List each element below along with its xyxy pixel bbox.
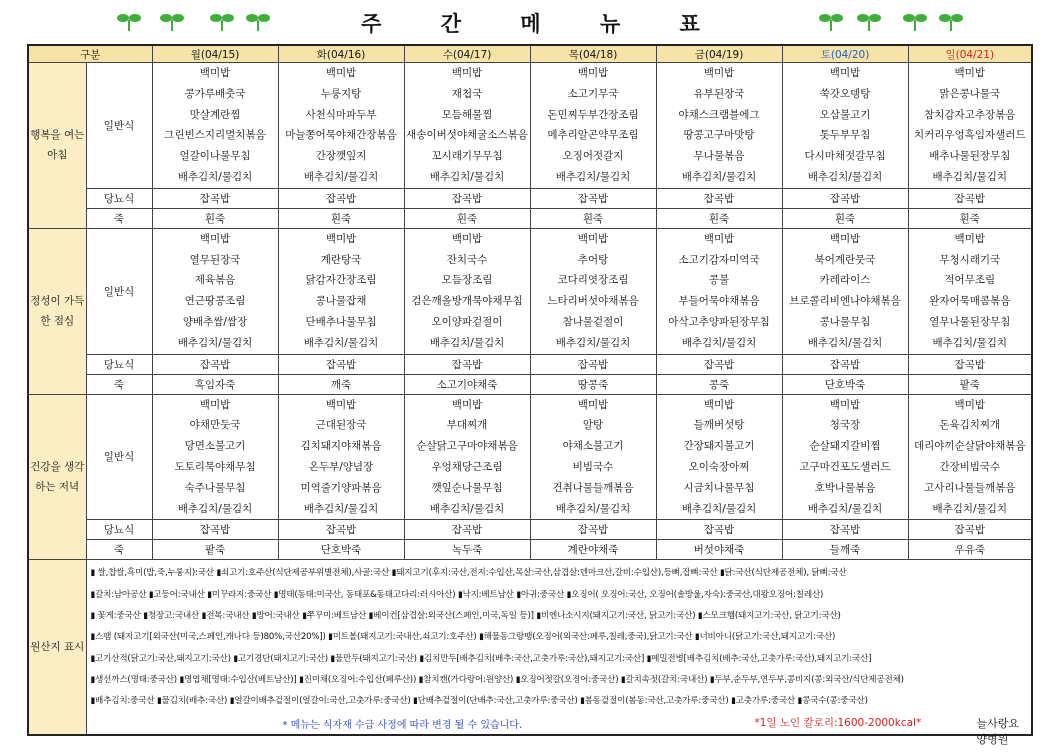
menu-item: 맑은콩나물국 — [939, 87, 1001, 100]
menu-item: 배추김치/물김치 — [555, 502, 631, 515]
menu-item: 백미밥 — [829, 232, 861, 245]
menu-item: 청국장 — [829, 419, 861, 432]
menu-item: 배추김치/물김치 — [807, 336, 883, 349]
menu-item: 부들어묵야채볶음 — [678, 295, 760, 308]
porridge-diet-cell: 팥죽 — [908, 374, 1032, 394]
menu-item: 배추김치/물김치 — [303, 336, 379, 349]
diabetic-diet-cell: 잡곡밥 — [278, 354, 404, 374]
menu-item: 꼬시래기무무침 — [431, 150, 503, 163]
menu-item: 간장깻잎지 — [315, 150, 367, 163]
footer — [91, 712, 1028, 747]
menu-item: 배추김치/물김치 — [932, 170, 1008, 183]
diabetic-diet-row — [28, 188, 1032, 208]
menu-item: 얼갈이나물무침 — [179, 150, 251, 163]
day-menu-cell — [530, 394, 656, 520]
porridge-diet-row — [28, 208, 1032, 228]
weekly-menu-table — [27, 44, 1033, 747]
day-header: 목(04/18) — [530, 45, 656, 63]
porridge-diet-label: 죽 — [86, 540, 152, 560]
menu-item: 백미밥 — [577, 232, 609, 245]
menu-item: 야채만둣국 — [189, 419, 241, 432]
menu-item: 깻잎순나물무침 — [431, 481, 503, 494]
menu-item: 배추김치/물김치 — [681, 502, 757, 515]
porridge-diet-cell: 녹두죽 — [404, 540, 530, 560]
menu-item: 배추김치/물김치 — [177, 336, 253, 349]
menu-item: 김치돼지야채볶음 — [300, 440, 382, 453]
menu-item: 백미밥 — [199, 398, 231, 411]
day-menu-cell — [908, 394, 1032, 520]
day-menu-cell — [782, 63, 908, 189]
menu-item: 배추김치/물김치 — [681, 170, 757, 183]
menu-item: 백미밥 — [829, 398, 861, 411]
menu-item: 근대된장국 — [315, 419, 367, 432]
menu-item: 느타리버섯야채볶음 — [547, 295, 639, 308]
porridge-diet-cell: 단호박죽 — [278, 540, 404, 560]
diabetic-diet-label: 당뇨식 — [86, 354, 152, 374]
day-menu-cell — [278, 394, 404, 520]
menu-item: 숙주나물무침 — [184, 481, 246, 494]
menu-item: 백미밥 — [577, 67, 609, 79]
porridge-diet-cell: 흰죽 — [908, 208, 1032, 228]
menu-item: 카레라이스 — [819, 274, 871, 287]
menu-item: 양배추쌈/쌈장 — [182, 315, 248, 328]
general-diet-label: 일반식 — [86, 394, 152, 520]
origin-line: ▮고기산적(닭고기:국산,돼지고기:국산) ▮고기경단(돼지고기:국산) ▮물만두(돼지고기:국산) ▮김치만두[배추김치(배추:국산,고춧가루:국산),돼지고기:국산] ▮메밀전병[배추김치(배추:국산,고춧가루:국산),돼지고기:국산] — [90, 653, 872, 664]
porridge-diet-cell: 우유죽 — [908, 540, 1032, 560]
menu-item: 열무된장국 — [189, 253, 241, 266]
meal-category: 정성이 가득한 점심 — [28, 228, 86, 394]
day-menu-cell — [278, 228, 404, 354]
menu-item: 시금치나물무침 — [683, 481, 755, 494]
menu-item: 백미밥 — [451, 67, 483, 79]
day-menu-cell — [152, 228, 278, 354]
page-title: 주 간 메 뉴 표 — [361, 12, 726, 36]
origin-line: ▮배추김치:중국산 ▮물김치(배추:국산) ▮얼갈이배추겉절이(얼갈이:국산,고춧가루:중국산) ▮단배추겉절이(단배추:국산,고춧가루:중국산) ▮봄동겉절이(봄동:국산,고춧가루:중국산) ▮고춧가루:중국산 ▮콩국수(콩:중국산) — [90, 696, 868, 707]
meal-category: 행복을 여는 아침 — [28, 63, 86, 229]
menu-item: 배추김치/물김치 — [429, 502, 505, 515]
origin-line: ▮생선까스(명태:중국산) ▮명엽채[명태:수입산(베트남산)] ▮진미채(오징어:수입산(페루산)) ▮참치캔(가다랑어:원양산) ▮오징어젓갈(오징어:중국산) ▮갈치속젓(갈치:국내산) ▮두부,순두부,연두부,콩비지(콩:외국산/식단제공전체) — [90, 674, 904, 685]
menu-item: 소고기무국 — [567, 87, 619, 100]
menu-item: 배추김치/물김치 — [932, 502, 1008, 515]
menu-item: 사천식마파두부 — [305, 108, 377, 121]
menu-item: 돈육김치찌개 — [939, 419, 1001, 432]
menu-item: 땅콩고구마맛탕 — [683, 129, 755, 142]
menu-item: 알탕 — [582, 419, 604, 432]
meal-general-row — [28, 228, 1032, 354]
porridge-diet-cell: 들깨죽 — [782, 540, 908, 560]
diabetic-diet-cell: 잡곡밥 — [530, 520, 656, 540]
menu-item: 메추리알곤약무조림 — [547, 129, 639, 142]
diabetic-diet-row — [28, 354, 1032, 374]
menu-item: 배추김치/물김치 — [177, 502, 253, 515]
menu-item: 돈민찌두부간장조림 — [547, 108, 639, 121]
menu-item: 누룽지탕 — [320, 87, 362, 100]
menu-item: 배추김치/물김치 — [807, 502, 883, 515]
menu-item: 들깨버섯탕 — [693, 419, 745, 432]
menu-item: 백미밥 — [829, 67, 861, 79]
menu-item: 백미밥 — [703, 232, 735, 245]
menu-item: 백미밥 — [703, 67, 735, 79]
menu-item: 배추김치/물김치 — [303, 502, 379, 515]
diabetic-diet-cell: 잡곡밥 — [152, 520, 278, 540]
origin-line: ▮ 쌀,찹쌀,흑미(밥,죽,누룽지):국산 ▮쇠고기:호주산(식단제공부위별전체),사골:국산 ▮돼지고기(후지:국산,전지:수입산,목살:국산,삼겹살:덴마크산,갈비:수입산),등뼈,잡뼈:국산 ▮닭:국산(식단제공전체), 닭뼈:국산 — [90, 568, 847, 579]
menu-item: 온두부/양념장 — [308, 460, 374, 473]
day-header: 수(04/17) — [404, 45, 530, 63]
menu-item: 콩가루배춧국 — [184, 87, 246, 100]
day-menu-cell — [404, 394, 530, 520]
porridge-diet-row — [28, 374, 1032, 394]
day-menu-cell — [530, 228, 656, 354]
diabetic-diet-cell: 잡곡밥 — [908, 520, 1032, 540]
menu-item: 완자어묵매콤볶음 — [929, 295, 1011, 308]
day-menu-cell — [404, 228, 530, 354]
porridge-diet-cell: 흰죽 — [530, 208, 656, 228]
menu-item: 배추김치/물김치 — [932, 336, 1008, 349]
porridge-diet-cell: 땅콩죽 — [530, 374, 656, 394]
menu-item: 콩나물잡채 — [315, 295, 367, 308]
menu-item: 데리야끼순살닭야채볶음 — [913, 440, 1026, 453]
day-header: 화(04/16) — [278, 45, 404, 63]
menu-item: 비빔국수 — [572, 460, 614, 473]
diabetic-diet-cell: 잡곡밥 — [152, 188, 278, 208]
meal-general-row — [28, 63, 1032, 189]
menu-item: 백미밥 — [703, 398, 735, 411]
day-menu-cell — [908, 228, 1032, 354]
menu-item: 간장돼지불고기 — [683, 440, 755, 453]
day-header-sunday: 일(04/21) — [908, 45, 1032, 63]
day-header: 월(04/15) — [152, 45, 278, 63]
header-corner: 구분 — [28, 45, 152, 63]
porridge-diet-row — [28, 540, 1032, 560]
menu-item: 참치감자고추장볶음 — [924, 108, 1016, 121]
menu-item: 백미밥 — [451, 232, 483, 245]
menu-item: 백미밥 — [954, 232, 985, 245]
porridge-diet-label: 죽 — [86, 208, 152, 228]
menu-item: 코다리엿장조림 — [557, 274, 629, 287]
menu-item: 톳두부무침 — [819, 129, 871, 142]
day-menu-cell — [782, 394, 908, 520]
day-header: 금(04/19) — [656, 45, 782, 63]
sprout-icon — [938, 10, 964, 32]
porridge-diet-cell: 팥죽 — [152, 540, 278, 560]
menu-item: 쑥갓오뎅탕 — [819, 87, 871, 100]
menu-item: 단배추나물무침 — [305, 315, 377, 328]
porridge-diet-cell: 버섯야채죽 — [656, 540, 782, 560]
porridge-diet-cell: 콩죽 — [656, 374, 782, 394]
menu-item: 배추김치/물김치 — [555, 336, 631, 349]
menu-item: 유부된장국 — [693, 87, 745, 100]
origin-row — [28, 560, 1032, 736]
menu-item: 무나물볶음 — [693, 150, 745, 163]
origin-label: 원산지 표시 — [28, 560, 86, 736]
menu-change-notice: * 메뉴는 식자재 수급 사정에 따라 변경 될 수 있습니다. — [282, 720, 523, 732]
menu-item: 건취나물들깨볶음 — [552, 481, 634, 494]
title-bar — [0, 0, 1061, 44]
general-diet-label: 일반식 — [86, 63, 152, 189]
porridge-diet-cell: 흰죽 — [782, 208, 908, 228]
day-menu-cell — [278, 63, 404, 189]
porridge-diet-cell: 흑임자죽 — [152, 374, 278, 394]
header-row — [28, 45, 1032, 63]
menu-item: 소고기감자미역국 — [678, 253, 760, 266]
menu-item: 백미밥 — [954, 398, 985, 411]
menu-item: 마늘쫑어묵야채간장볶음 — [285, 129, 397, 142]
diabetic-diet-cell: 잡곡밥 — [278, 188, 404, 208]
origin-info — [86, 560, 1032, 747]
sprout-icon — [902, 10, 928, 32]
day-header-saturday: 토(04/20) — [782, 45, 908, 63]
menu-item: 백미밥 — [577, 398, 609, 411]
porridge-diet-cell: 흰죽 — [278, 208, 404, 228]
origin-line: ▮ 꽃게:중국산 ▮청장고:국내산 ▮전복:국내산 ▮방어:국내산 ▮쭈꾸미:베트남산 ▮베이컨[삼겹살:외국산(스페인,미국,독일 등)] ▮비엔나소시지(돼지고기:국산, 닭고기:국산) ▮스모크햄(돼지고기:국산, 닭고기:국산) — [90, 610, 841, 621]
menu-item: 콩나물무침 — [819, 315, 871, 328]
menu-item: 무청시래기국 — [939, 253, 1001, 266]
menu-item: 북어계란뭇국 — [814, 253, 876, 266]
day-menu-cell — [656, 394, 782, 520]
menu-item: 순살닭고구마야채볶음 — [416, 440, 518, 453]
menu-item: 백미밥 — [325, 67, 357, 79]
menu-item: 백미밥 — [199, 232, 231, 245]
diabetic-diet-row — [28, 520, 1032, 540]
menu-item: 당면소불고기 — [184, 440, 246, 453]
menu-item: 미역줄기양파볶음 — [300, 481, 382, 494]
day-menu-cell — [152, 63, 278, 189]
sprout-icon — [856, 10, 882, 32]
day-menu-cell — [404, 63, 530, 189]
diabetic-diet-cell: 잡곡밥 — [782, 354, 908, 374]
menu-item: 오삼불고기 — [819, 108, 871, 121]
diabetic-diet-label: 당뇨식 — [86, 188, 152, 208]
menu-item: 배추김치/물김치 — [807, 170, 883, 183]
menu-item: 오이숙장아찌 — [688, 460, 750, 473]
diabetic-diet-cell: 잡곡밥 — [530, 354, 656, 374]
diabetic-diet-label: 당뇨식 — [86, 520, 152, 540]
menu-item: 백미밥 — [451, 398, 483, 411]
menu-item: 부대찌개 — [446, 419, 488, 432]
diabetic-diet-cell: 잡곡밥 — [656, 520, 782, 540]
menu-item: 고사리나물들깨볶음 — [924, 481, 1016, 494]
hospital-name: 늘사랑요양병원 — [976, 717, 1020, 747]
day-menu-cell — [152, 394, 278, 520]
menu-item: 계란탕국 — [320, 253, 362, 266]
diabetic-diet-cell: 잡곡밥 — [656, 188, 782, 208]
menu-item: 배추김치/물김치 — [555, 170, 631, 183]
menu-item: 배추김치/물김치 — [429, 336, 505, 349]
menu-item: 배추김치/물김치 — [177, 170, 253, 183]
menu-item: 배추김치/물김치 — [681, 336, 757, 349]
menu-item: 새송이버섯야채굴소스볶음 — [406, 129, 528, 142]
menu-item: 브로콜리비엔나야채볶음 — [789, 295, 901, 308]
menu-item: 참나물겉절이 — [562, 315, 624, 328]
porridge-diet-label: 죽 — [86, 374, 152, 394]
origin-line: ▮스팸 (돼지고기[외국산(미국,스페인,캐나다 등)80%,국산20%]) ▮미트볼(돼지고기:국내산,쇠고기:호주산) ▮해물동그랑땡(오징어(외국산:페루,칠레,중국),닭고기:국산 ▮너비아니(닭고기:국산,돼지고기:국산) — [90, 632, 836, 643]
day-menu-cell — [656, 228, 782, 354]
menu-item: 다시마채젓갈무침 — [804, 150, 886, 163]
porridge-diet-cell: 단호박죽 — [782, 374, 908, 394]
diabetic-diet-cell: 잡곡밥 — [278, 520, 404, 540]
menu-item: 백미밥 — [325, 232, 357, 245]
menu-item: 연근땅콩조림 — [184, 295, 246, 308]
diabetic-diet-cell: 잡곡밥 — [782, 520, 908, 540]
origin-line: ▮갈치:남아공산 ▮고등어:국내산 ▮미꾸라지:중국산 ▮명태(동태:미국산, 동태포&동태고다리:러시아산) ▮낙지:베트남산 ▮아귀:중국산 ▮오징어( 오징어:국산, 오징어(솔방울,자숙):중국산,대왕오징어:칠레산) — [90, 589, 824, 600]
menu-item: 열무나물된장무침 — [929, 315, 1011, 328]
porridge-diet-cell: 깨죽 — [278, 374, 404, 394]
menu-item: 제육볶음 — [194, 274, 236, 287]
menu-item: 백미밥 — [325, 398, 357, 411]
diabetic-diet-cell: 잡곡밥 — [908, 188, 1032, 208]
menu-item: 치커리우엉흑임자샐러드 — [913, 129, 1026, 142]
menu-item: 잔치국수 — [446, 253, 488, 266]
menu-item: 배추나물된장무침 — [929, 150, 1011, 163]
menu-item: 모듬장조림 — [441, 274, 493, 287]
menu-item: 오징어젓갈지 — [562, 150, 624, 163]
menu-item: 그린빈스지리멸치볶음 — [164, 129, 266, 142]
diabetic-diet-cell: 잡곡밥 — [404, 520, 530, 540]
day-menu-cell — [908, 63, 1032, 189]
menu-item: 검은깨올방개묵야채무침 — [411, 295, 523, 308]
menu-item: 야채소불고기 — [562, 440, 624, 453]
day-menu-cell — [782, 228, 908, 354]
diabetic-diet-cell: 잡곡밥 — [656, 354, 782, 374]
menu-item: 호박나물볶음 — [814, 481, 876, 494]
menu-item: 콩불 — [708, 274, 730, 287]
menu-item: 우엉채당근조림 — [431, 460, 503, 473]
menu-item: 적어무조림 — [944, 274, 996, 287]
menu-item: 모듬해물찜 — [441, 108, 493, 121]
calorie-note: *1일 노인 칼로리:1600-2000kcal* — [754, 717, 922, 730]
meal-general-row — [28, 394, 1032, 520]
diabetic-diet-cell: 잡곡밥 — [782, 188, 908, 208]
meal-category: 건강을 생각하는 저녁 — [28, 394, 86, 560]
menu-item: 오이양파겉절이 — [431, 315, 503, 328]
diabetic-diet-cell: 잡곡밥 — [908, 354, 1032, 374]
menu-item: 추어탕 — [577, 253, 609, 266]
menu-item: 재첩국 — [451, 87, 483, 100]
menu-item: 야채스크램블에그 — [678, 108, 760, 121]
general-diet-label: 일반식 — [86, 228, 152, 354]
menu-item: 고구마건포도샐러드 — [799, 460, 891, 473]
menu-item: 도토리묵야채무침 — [174, 460, 256, 473]
sprout-icon — [818, 10, 844, 32]
diabetic-diet-cell: 잡곡밥 — [404, 354, 530, 374]
menu-item: 배추김치/물김치 — [303, 170, 379, 183]
day-menu-cell — [656, 63, 782, 189]
menu-item: 닭감자간장조림 — [305, 274, 377, 287]
porridge-diet-cell: 흰죽 — [152, 208, 278, 228]
menu-item: 배추김치/물김치 — [429, 170, 505, 183]
diabetic-diet-cell: 잡곡밥 — [152, 354, 278, 374]
menu-item: 맛살계란찜 — [189, 108, 241, 121]
day-menu-cell — [530, 63, 656, 189]
diabetic-diet-cell: 잡곡밥 — [530, 188, 656, 208]
menu-item: 아삭고추양파된장무침 — [668, 315, 770, 328]
porridge-diet-cell: 흰죽 — [404, 208, 530, 228]
menu-item: 간장비빔국수 — [939, 460, 1001, 473]
porridge-diet-cell: 소고기야채죽 — [404, 374, 530, 394]
porridge-diet-cell: 흰죽 — [656, 208, 782, 228]
porridge-diet-cell: 계란야채죽 — [530, 540, 656, 560]
menu-item: 백미밥 — [954, 67, 985, 79]
menu-item: 순살돼지갈비찜 — [809, 440, 881, 453]
menu-item: 백미밥 — [199, 67, 231, 79]
diabetic-diet-cell: 잡곡밥 — [404, 188, 530, 208]
